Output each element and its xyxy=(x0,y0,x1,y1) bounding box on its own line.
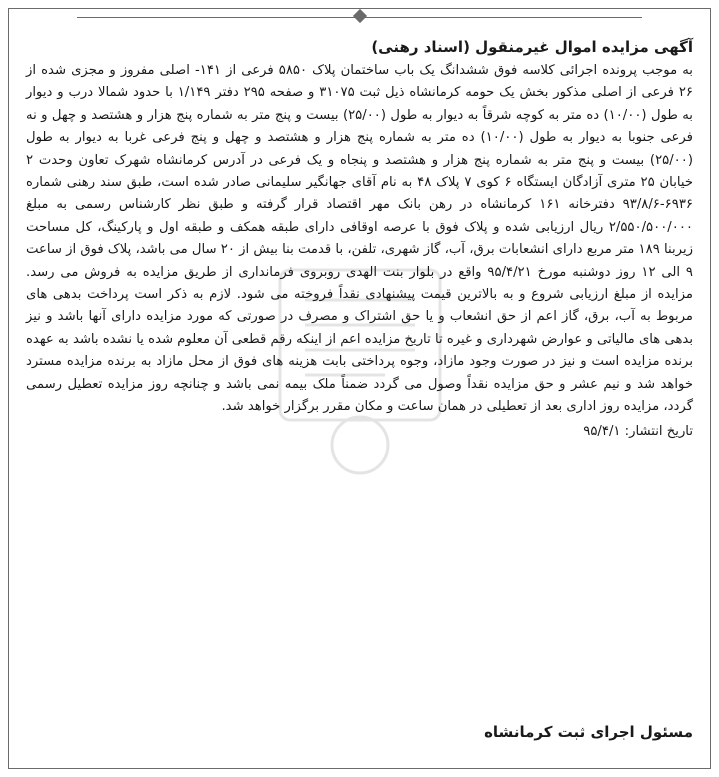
diamond-icon xyxy=(352,9,366,23)
notice-content xyxy=(26,36,693,443)
publish-date: تاریخ انتشار: ۹۵/۴/۱ xyxy=(583,423,693,439)
signature: مسئول اجرای ثبت کرمانشاه xyxy=(484,723,693,741)
ornament-line-right xyxy=(327,17,642,18)
top-ornament xyxy=(9,9,710,27)
notice-body: به موجب پرونده اجرائی کلاسه فوق ششدانگ یک باب ساختمان پلاک ۵۸۵۰ فرعی از ۱۴۱- اصلی مفروز و مجزی شده از ۲۶ فرعی از اصلی مذکور بخش یک حومه کرمانشاه ذیل ثبت ۳۱۰۷۵ و صفحه ۲۹۵ دفتر ۱/۱۴۹ با حدود شمالا درب و دیوار به طول (۱۰/۰۰) ده متر به کوچه شرقاً به دیوار به طول (۲۵/۰۰) بیست و پنج متر به شماره پنج هزار و هشتصد و چهل و نه فرعی جنوبا به دیوار به طول (۱۰/۰۰) ده متر به شماره پنج هزار و هشتصد و چهل و پنج فرعی غربا به دیوار به طول (۲۵/۰۰) بیست و پنج متر به شماره پنج هزار و هشتصد و پنجاه و یک فرعی در آدرس کرمانشاه شهرک تعاون وحدت ۲ خیابان ۲۵ متری آزادگان ایستگاه ۶ کوی ۷ پلاک ۴۸ به نام آقای جهانگیر سلیمانی صادر شده است، طبق سند رهنی شماره ۶۹۳۶-۹۳/۸/۶ دفترخانه ۱۶۱ کرمانشاه در رهن بانک مهر اقتصاد قرار گرفته و طبق نظر کارشناس رسمی به مبلغ ۲/۵۵۰/۵۰۰/۰۰۰ ریال ارزیابی شده و پلاک فوق با عرصه اوقافی دارای طبقه همکف و طبقه اول و پارکینگ، کل مساحت زیربنا ۱۸۹ متر مربع دارای انشعابات برق، آب، گاز شهری، تلفن، با قدمت بنا بیش از ۲۰ سال می باشد، پلاک فوق از ساعت ۹ الی ۱۲ روز دوشنبه مورخ ۹۵/۴/۲۱ واقع در بلوار بنت الهدی روبروی فرمانداری از طریق مزایده به فروش می رسد. مزایده از مبلغ ارزیابی شروع و به بالاترین قیمت پیشنهادی نقداً فروخته می شود. لازم به ذکر است پرداخت بدهی های مربوط به آب، برق، گاز اعم از حق انشعاب و یا حق اشتراک و مصرف در صورتی که مورد مزایده دارای آنها باشد و نیز بدهی های مالیاتی و عوارض شهرداری و غیره تا تاریخ مزایده اعم از اینکه رقم قطعی آن معلوم شده یا نشده باشد به عهده برنده مزایده است و نیز در صورت وجود مازاد، وجوه پرداختی بابت هزینه های فوق از محل مازاد به برنده مزایده مسترد خواهد شد و نیم عشر و حق مزایده نقداً وصول می گردد ضمناً ملک بیمه نمی باشد و چنانچه روز مزایده تعطیل رسمی گردد، مزایده روز اداری بعد از تعطیلی در همان ساعت و مکان مقرر برگزار خواهد شد. xyxy=(26,63,694,415)
notice-title: آگهی مزایده اموال غیرمنقول (اسناد رهنی) xyxy=(371,38,693,56)
